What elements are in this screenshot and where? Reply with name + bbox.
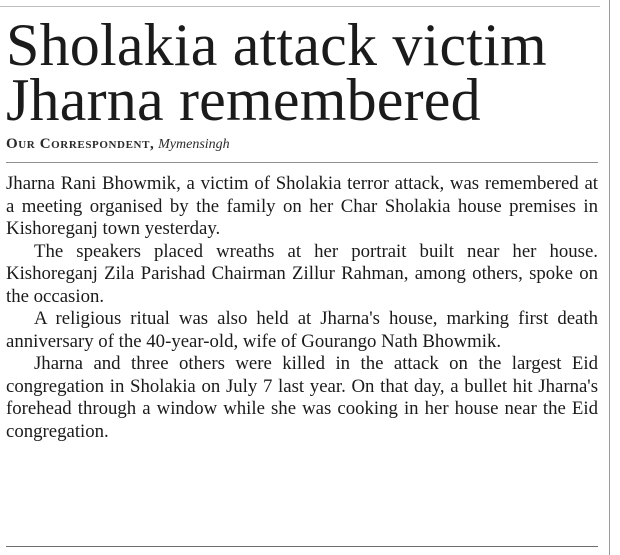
headline-line-1: Sholakia attack victim (6, 12, 547, 78)
headline-line-2: Jharna remembered (6, 67, 481, 133)
byline (6, 134, 598, 155)
paragraph-2: The speakers placed wreaths at her portrait built near her house. Kishoreganj Zila Parishad Chairman Zillur Rahman, among others, spoke on the occasion. (6, 240, 598, 307)
bottom-rule (6, 546, 598, 547)
headline (6, 12, 598, 133)
paragraph-1: Jharna Rani Bhowmik, a victim of Sholakia terror attack, was remembered at a meeting organised by the family on her Char Sholakia house premises in Kishoreganj town yesterday. (6, 173, 598, 239)
paragraph-3: A religious ritual was also held at Jharna's house, marking first death anniversary of the 40-year-old, wife of Gourango Nath Bhowmik. (6, 308, 598, 352)
byline-place: Mymensingh (158, 137, 230, 152)
top-column-rule (0, 6, 600, 7)
byline-author: Our Correspondent, (6, 136, 155, 152)
article-body (6, 173, 598, 443)
news-article (6, 12, 598, 443)
byline-divider (6, 162, 598, 163)
paragraph-4: Jharna and three others were killed in the attack on the largest Eid congregation in Sholakia on July 7 last year. On that day, a bullet hit Jharna's forehead through a window while she was cooking in her house near the Eid congregation. (6, 353, 598, 442)
right-column-rule (609, 0, 610, 555)
